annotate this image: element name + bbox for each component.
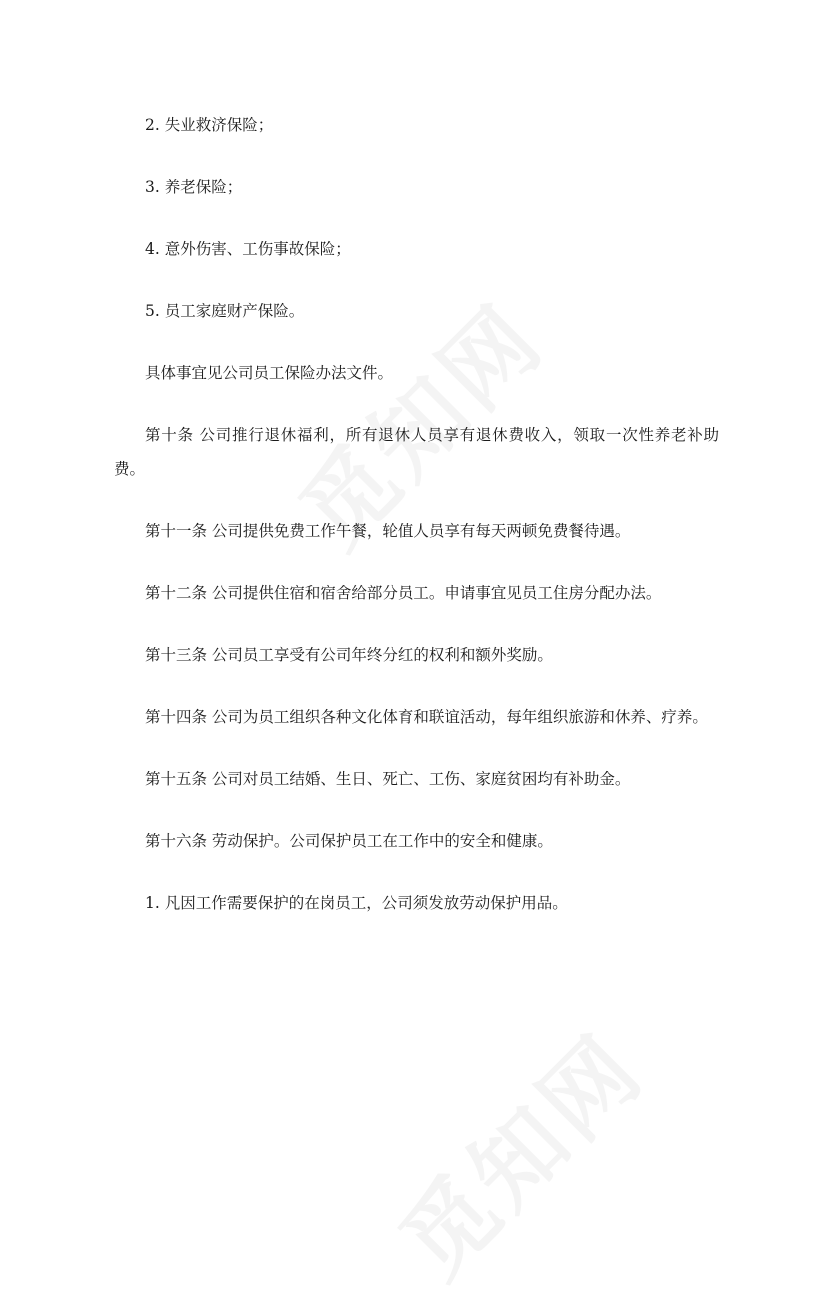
- article-13: 第十三条 公司员工享受有公司年终分红的权利和额外奖励。: [145, 646, 553, 664]
- document-body: [114, 108, 719, 948]
- list-item-accident-insurance: 4. 意外伤害、工伤事故保险；: [145, 240, 351, 258]
- article-14: 第十四条 公司为员工组织各种文化体育和联谊活动，每年组织旅游和休养、疗养。: [145, 708, 708, 726]
- article-16: 第十六条 劳动保护。公司保护员工在工作中的安全和健康。: [145, 832, 553, 850]
- list-item-property-insurance: 5. 员工家庭财产保险。: [145, 302, 305, 320]
- article-10: 第十条 公司推行退休福利，所有退休人员享有退休费收入，领取一次性养老补助费。: [114, 426, 719, 478]
- watermark: [366, 1000, 667, 1301]
- list-item-protective-equipment: 1. 凡因工作需要保护的在岗员工，公司须发放劳动保护用品。: [145, 894, 568, 912]
- article-12: 第十二条 公司提供住宿和宿舍给部分员工。申请事宜见员工住房分配办法。: [145, 584, 662, 602]
- list-item-pension-insurance: 3. 养老保险；: [145, 178, 243, 196]
- paragraph-insurance-note: 具体事宜见公司员工保险办法文件。: [145, 364, 394, 382]
- article-11: 第十一条 公司提供免费工作午餐，轮值人员享有每天两顿免费餐待遇。: [145, 522, 631, 540]
- article-15: 第十五条 公司对员工结婚、生日、死亡、工伤、家庭贫困均有补助金。: [145, 770, 631, 788]
- list-item-unemployment-insurance: 2. 失业救济保险；: [145, 116, 274, 134]
